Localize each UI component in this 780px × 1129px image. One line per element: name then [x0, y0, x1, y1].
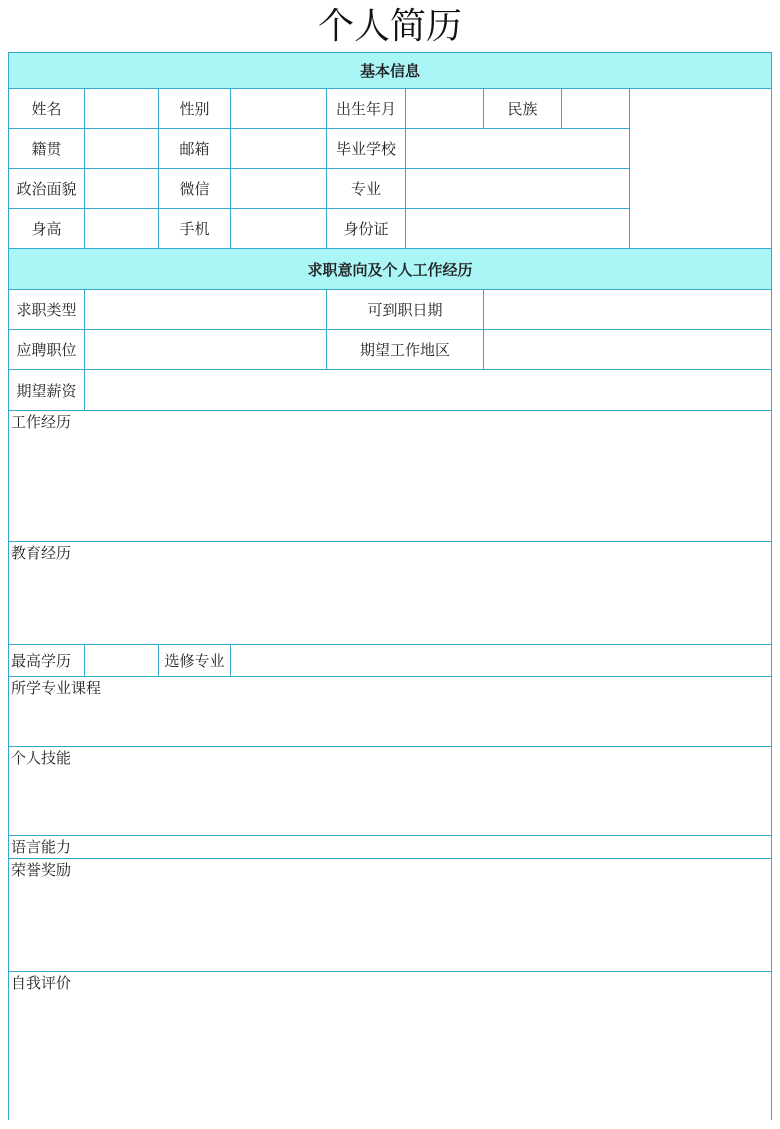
page-title: 个人简历: [317, 6, 462, 47]
label-elective: 选修专业: [159, 645, 231, 677]
cell-major-value[interactable]: [406, 169, 630, 209]
cell-birth-value[interactable]: [406, 89, 484, 129]
label-wechat: 微信: [159, 169, 231, 209]
cell-email-value[interactable]: [231, 129, 327, 169]
cell-gender-value[interactable]: [231, 89, 327, 129]
resume-table: [8, 52, 772, 1120]
label-id-card: 身份证: [327, 209, 406, 249]
label-location: 期望工作地区: [327, 330, 484, 370]
label-name: 姓名: [9, 89, 85, 129]
photo-area[interactable]: [630, 89, 772, 249]
cell-highest-degree-value[interactable]: [85, 645, 159, 677]
area-education[interactable]: 教育经历: [9, 542, 772, 645]
label-email: 邮箱: [159, 129, 231, 169]
label-height: 身高: [9, 209, 85, 249]
label-gender: 性别: [159, 89, 231, 129]
label-phone: 手机: [159, 209, 231, 249]
label-position: 应聘职位: [9, 330, 85, 370]
section-header-basic-info: 基本信息: [9, 53, 772, 89]
section-header-job-intention: 求职意向及个人工作经历: [9, 249, 772, 290]
cell-school-value[interactable]: [406, 129, 630, 169]
cell-salary-value[interactable]: [85, 370, 772, 411]
label-birth: 出生年月: [327, 89, 406, 129]
area-honors[interactable]: 荣誉奖励: [9, 859, 772, 972]
cell-political-value[interactable]: [85, 169, 159, 209]
label-available-date: 可到职日期: [327, 290, 484, 330]
cell-native-place-value[interactable]: [85, 129, 159, 169]
label-major: 专业: [327, 169, 406, 209]
area-courses[interactable]: 所学专业课程: [9, 677, 772, 747]
area-language[interactable]: 语言能力: [9, 836, 772, 859]
cell-available-date-value[interactable]: [484, 290, 772, 330]
cell-wechat-value[interactable]: [231, 169, 327, 209]
cell-ethnicity-value[interactable]: [562, 89, 630, 129]
label-school: 毕业学校: [327, 129, 406, 169]
cell-name-value[interactable]: [85, 89, 159, 129]
label-highest-degree: 最高学历: [9, 645, 85, 677]
label-native-place: 籍贯: [9, 129, 85, 169]
cell-phone-value[interactable]: [231, 209, 327, 249]
cell-job-type-value[interactable]: [85, 290, 327, 330]
area-skills[interactable]: 个人技能: [9, 747, 772, 836]
area-self-evaluation[interactable]: 自我评价: [9, 972, 772, 1120]
cell-position-value[interactable]: [85, 330, 327, 370]
cell-elective-value[interactable]: [231, 645, 772, 677]
area-work-experience[interactable]: 工作经历: [9, 411, 772, 542]
label-job-type: 求职类型: [9, 290, 85, 330]
label-political: 政治面貌: [9, 169, 85, 209]
cell-location-value[interactable]: [484, 330, 772, 370]
label-ethnicity: 民族: [484, 89, 562, 129]
cell-height-value[interactable]: [85, 209, 159, 249]
cell-id-card-value[interactable]: [406, 209, 630, 249]
label-salary: 期望薪资: [9, 370, 85, 411]
